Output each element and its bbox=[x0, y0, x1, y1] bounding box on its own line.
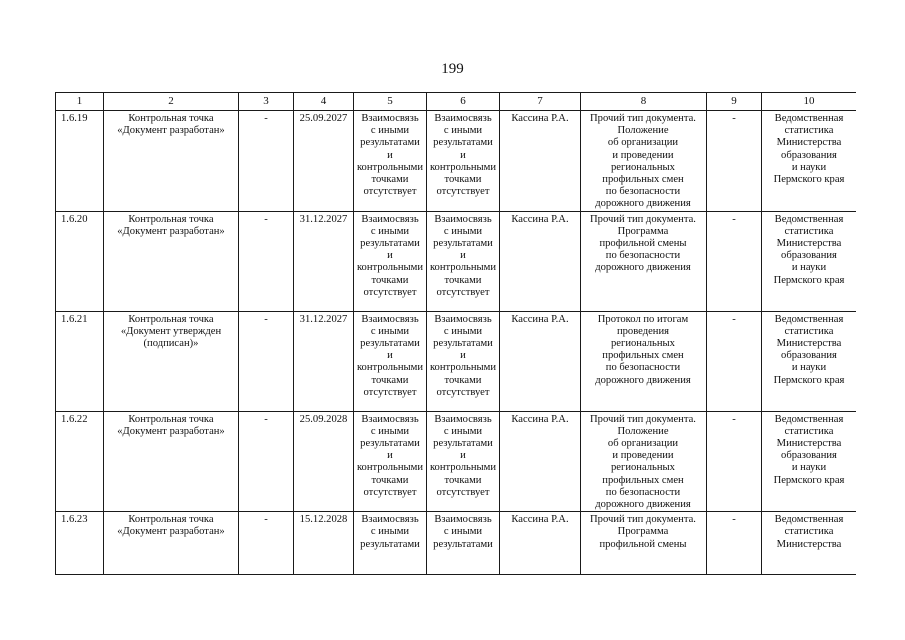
row-number-cell: 1.6.19 bbox=[56, 111, 104, 212]
source-cell: Ведомственная статистика Министерства образования и науки Пермского края bbox=[762, 411, 857, 512]
responsible-cell: Кассина Р.А. bbox=[500, 411, 581, 512]
relation-cell: Взаимосвязь с иными результатами и контрольными точками отсутствует bbox=[427, 111, 500, 212]
date-cell: 25.09.2027 bbox=[294, 111, 354, 212]
header-cell: 1 bbox=[56, 93, 104, 111]
relation-cell: Взаимосвязь с иными результатами и контрольными точками отсутствует bbox=[427, 211, 500, 311]
responsible-cell: Кассина Р.А. bbox=[500, 311, 581, 411]
col3-cell: - bbox=[239, 311, 294, 411]
checkpoint-name-cell: Контрольная точка «Документ разработан» bbox=[104, 411, 239, 512]
table-row bbox=[56, 211, 857, 311]
relation-cell: Взаимосвязь с иными результатами и контрольными точками отсутствует bbox=[354, 311, 427, 411]
date-cell: 25.09.2028 bbox=[294, 411, 354, 512]
date-cell: 31.12.2027 bbox=[294, 311, 354, 411]
responsible-cell: Кассина Р.А. bbox=[500, 211, 581, 311]
document-type-cell: Прочий тип документа. Положение об организации и проведении региональных профильных смен по безопасности дорожного движения bbox=[581, 111, 707, 212]
source-cell: Ведомственная статистика Министерства bbox=[762, 512, 857, 575]
col9-cell: - bbox=[707, 111, 762, 212]
table-row bbox=[56, 512, 857, 575]
date-cell: 31.12.2027 bbox=[294, 211, 354, 311]
table-row bbox=[56, 311, 857, 411]
page-number: 199 bbox=[441, 61, 464, 77]
col9-cell: - bbox=[707, 211, 762, 311]
table-header-row bbox=[56, 93, 857, 111]
header-cell: 2 bbox=[104, 93, 239, 111]
document-type-cell: Прочий тип документа. Положение об организации и проведении региональных профильных смен по безопасности дорожного движения bbox=[581, 411, 707, 512]
source-cell: Ведомственная статистика Министерства образования и науки Пермского края bbox=[762, 111, 857, 212]
header-cell: 6 bbox=[427, 93, 500, 111]
col3-cell: - bbox=[239, 411, 294, 512]
checkpoint-name-cell: Контрольная точка «Документ разработан» bbox=[104, 111, 239, 212]
col3-cell: - bbox=[239, 211, 294, 311]
relation-cell: Взаимосвязь с иными результатами и контрольными точками отсутствует bbox=[354, 111, 427, 212]
document-type-cell: Прочий тип документа. Программа профильной смены bbox=[581, 512, 707, 575]
table-row bbox=[56, 411, 857, 512]
relation-cell: Взаимосвязь с иными результатами bbox=[427, 512, 500, 575]
header-cell: 4 bbox=[294, 93, 354, 111]
table-row bbox=[56, 111, 857, 212]
header-cell: 10 bbox=[762, 93, 857, 111]
relation-cell: Взаимосвязь с иными результатами и контрольными точками отсутствует bbox=[427, 411, 500, 512]
row-number-cell: 1.6.20 bbox=[56, 211, 104, 311]
header-cell: 7 bbox=[500, 93, 581, 111]
relation-cell: Взаимосвязь с иными результатами и контрольными точками отсутствует bbox=[427, 311, 500, 411]
row-number-cell: 1.6.22 bbox=[56, 411, 104, 512]
document-table bbox=[55, 92, 856, 575]
header-cell: 8 bbox=[581, 93, 707, 111]
responsible-cell: Кассина Р.А. bbox=[500, 512, 581, 575]
document-table-container bbox=[55, 92, 856, 640]
relation-cell: Взаимосвязь с иными результатами и контрольными точками отсутствует bbox=[354, 211, 427, 311]
relation-cell: Взаимосвязь с иными результатами и контрольными точками отсутствует bbox=[354, 411, 427, 512]
col9-cell: - bbox=[707, 311, 762, 411]
row-number-cell: 1.6.23 bbox=[56, 512, 104, 575]
responsible-cell: Кассина Р.А. bbox=[500, 111, 581, 212]
date-cell: 15.12.2028 bbox=[294, 512, 354, 575]
col9-cell: - bbox=[707, 411, 762, 512]
checkpoint-name-cell: Контрольная точка «Документ утвержден (подписан)» bbox=[104, 311, 239, 411]
col3-cell: - bbox=[239, 512, 294, 575]
col3-cell: - bbox=[239, 111, 294, 212]
checkpoint-name-cell: Контрольная точка «Документ разработан» bbox=[104, 512, 239, 575]
header-cell: 3 bbox=[239, 93, 294, 111]
relation-cell: Взаимосвязь с иными результатами bbox=[354, 512, 427, 575]
source-cell: Ведомственная статистика Министерства образования и науки Пермского края bbox=[762, 311, 857, 411]
source-cell: Ведомственная статистика Министерства образования и науки Пермского края bbox=[762, 211, 857, 311]
document-type-cell: Протокол по итогам проведения региональных профильных смен по безопасности дорожного движения bbox=[581, 311, 707, 411]
header-cell: 5 bbox=[354, 93, 427, 111]
col9-cell: - bbox=[707, 512, 762, 575]
header-cell: 9 bbox=[707, 93, 762, 111]
row-number-cell: 1.6.21 bbox=[56, 311, 104, 411]
document-type-cell: Прочий тип документа. Программа профильной смены по безопасности дорожного движения bbox=[581, 211, 707, 311]
checkpoint-name-cell: Контрольная точка «Документ разработан» bbox=[104, 211, 239, 311]
